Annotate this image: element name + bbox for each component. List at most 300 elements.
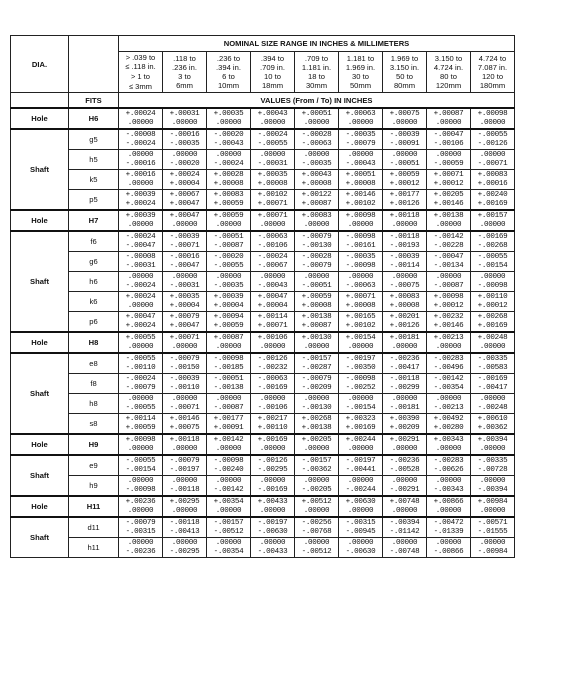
- value-to: +.00169: [477, 199, 508, 208]
- value-to: +.00059: [213, 321, 244, 330]
- value-from: -.00157: [301, 456, 332, 465]
- range-in-to: [383, 63, 426, 72]
- tolerance-value-cell: [251, 210, 295, 231]
- tolerance-value-cell: [163, 231, 207, 252]
- tolerance-value-cell: [427, 353, 471, 374]
- tolerance-value-cell: [339, 332, 383, 353]
- tolerance-value-cell: [339, 150, 383, 170]
- value-from: +.00083: [389, 292, 420, 301]
- tolerance-value-cell: [163, 455, 207, 476]
- fit-code: H7: [69, 210, 119, 231]
- tolerance-value-cell: [251, 312, 295, 333]
- value-from: +.00146: [169, 414, 200, 423]
- value-from: +.00433: [257, 497, 288, 506]
- tolerance-value-cell: [471, 108, 515, 129]
- value-from: -.00028: [301, 252, 332, 261]
- value-from: +.00114: [257, 312, 288, 321]
- tolerance-value-cell: [383, 496, 427, 517]
- range-mm-to: [339, 81, 382, 90]
- value-from: +.00492: [433, 414, 464, 423]
- size-range-9: [471, 52, 515, 93]
- tolerance-value-cell: [383, 414, 427, 435]
- value-to: -.00205: [301, 485, 332, 494]
- tolerance-value-cell: [251, 252, 295, 272]
- value-to: +.00102: [345, 199, 376, 208]
- tolerance-value-cell: [383, 190, 427, 211]
- value-from: .00000: [127, 272, 154, 281]
- value-to: +.00146: [433, 321, 464, 330]
- range-text: 18mm: [261, 81, 284, 90]
- tolerance-value-cell: [251, 434, 295, 455]
- tolerance-value-cell: [383, 374, 427, 394]
- value-from: .00000: [391, 272, 418, 281]
- range-in-from: [119, 53, 162, 63]
- value-to: -.00087: [213, 403, 244, 412]
- value-to: .00000: [215, 506, 242, 515]
- size-range-4: [251, 52, 295, 93]
- tolerance-value-cell: [383, 394, 427, 414]
- tolerance-value-cell: [383, 353, 427, 374]
- tolerance-value-cell: [163, 150, 207, 170]
- range-text: 1.969 in.: [345, 63, 376, 72]
- value-from: +.00177: [213, 414, 244, 423]
- tolerance-value-cell: [427, 292, 471, 312]
- tolerance-value-cell: [427, 414, 471, 435]
- value-to: -.00106: [257, 241, 288, 250]
- value-to: -.00866: [433, 547, 464, 556]
- value-to: -.00185: [213, 363, 244, 372]
- range-text: 6mm: [176, 81, 193, 90]
- tolerance-value-cell: [427, 150, 471, 170]
- value-to: -.00748: [389, 547, 420, 556]
- table-row: [11, 210, 515, 231]
- value-to: -.00075: [389, 281, 420, 290]
- tolerance-value-cell: [163, 129, 207, 150]
- value-to: .00000: [127, 444, 154, 453]
- value-from: +.00217: [257, 414, 288, 423]
- range-text: 1.969 to: [390, 54, 419, 63]
- value-from: +.00035: [257, 170, 288, 179]
- range-in-from: [471, 54, 514, 63]
- value-from: .00000: [391, 538, 418, 547]
- value-from: +.00205: [301, 435, 332, 444]
- value-to: .00000: [391, 444, 418, 453]
- value-from: -.00063: [257, 232, 288, 241]
- tolerance-value-cell: [207, 129, 251, 150]
- tolerance-value-cell: [163, 272, 207, 292]
- value-to: -.00512: [301, 547, 332, 556]
- value-from: -.00079: [169, 354, 200, 363]
- tolerance-value-cell: [251, 332, 295, 353]
- tolerance-value-cell: [427, 129, 471, 150]
- value-from: +.00087: [213, 333, 244, 342]
- value-to: -.00063: [301, 139, 332, 148]
- value-to: .00000: [435, 220, 462, 229]
- tolerance-value-cell: [119, 332, 163, 353]
- tolerance-value-cell: [295, 252, 339, 272]
- value-from: .00000: [479, 272, 506, 281]
- size-range-1: [119, 52, 163, 93]
- fit-code: f8: [69, 374, 119, 394]
- value-from: -.00118: [389, 232, 420, 241]
- range-comparison-glyph: >: [125, 52, 133, 62]
- tolerance-value-cell: [427, 312, 471, 333]
- tolerance-value-cell: [383, 170, 427, 190]
- tolerance-value-cell: [427, 332, 471, 353]
- value-to: .00000: [435, 444, 462, 453]
- value-from: +.00047: [125, 312, 156, 321]
- size-range-5: [295, 52, 339, 93]
- tolerance-value-cell: [295, 231, 339, 252]
- value-to: .00000: [391, 118, 418, 127]
- value-from: -.00035: [345, 130, 376, 139]
- tolerance-value-cell: [295, 455, 339, 476]
- tolerance-value-cell: [471, 190, 515, 211]
- value-from: +.00071: [433, 170, 464, 179]
- tolerance-value-cell: [339, 231, 383, 252]
- tolerance-value-cell: [471, 231, 515, 252]
- value-to: -.00024: [125, 139, 156, 148]
- range-text: .118 to: [173, 54, 196, 63]
- range-mm-to: [427, 81, 470, 90]
- value-from: -.00035: [345, 252, 376, 261]
- value-from: .00000: [127, 150, 154, 159]
- value-to: -.00583: [477, 363, 508, 372]
- range-text: 4.724 in.: [433, 63, 464, 72]
- value-to: -.00130: [301, 403, 332, 412]
- value-from: -.00256: [301, 518, 332, 527]
- tolerance-value-cell: [163, 538, 207, 558]
- range-text: .039 to: [132, 52, 156, 62]
- range-in-from: [295, 54, 338, 63]
- group-label-hole: Hole: [11, 210, 69, 231]
- range-text: 4.724 to: [478, 54, 507, 63]
- range-comparison-glyph: ≤: [125, 62, 132, 72]
- group-label-shaft: Shaft: [11, 353, 69, 434]
- tolerance-value-cell: [339, 353, 383, 374]
- tolerance-value-cell: [339, 190, 383, 211]
- value-to: .00000: [391, 506, 418, 515]
- value-to: -.01142: [389, 527, 420, 536]
- value-from: -.00039: [169, 374, 200, 383]
- value-from: +.00748: [389, 497, 420, 506]
- range-text: 30 to: [352, 72, 369, 81]
- fit-code: h5: [69, 150, 119, 170]
- value-from: .00000: [391, 150, 418, 159]
- value-from: +.00059: [389, 170, 420, 179]
- tolerance-value-cell: [207, 434, 251, 455]
- tolerance-value-cell: [207, 517, 251, 538]
- value-to: +.00008: [345, 301, 376, 310]
- value-from: .00000: [435, 476, 462, 485]
- tolerance-value-cell: [119, 210, 163, 231]
- tolerance-value-cell: [207, 252, 251, 272]
- value-from: +.00984: [477, 497, 508, 506]
- value-from: .00000: [215, 476, 242, 485]
- value-from: +.00051: [345, 170, 376, 179]
- value-to: -.00055: [213, 261, 244, 270]
- table-row: [11, 394, 515, 414]
- value-to: +.00091: [213, 423, 244, 432]
- value-from: -.00118: [169, 518, 200, 527]
- range-text: .394 to: [260, 54, 285, 63]
- group-label-hole: Hole: [11, 496, 69, 517]
- value-from: +.00071: [345, 292, 376, 301]
- value-to: .00000: [215, 444, 242, 453]
- tolerance-value-cell: [427, 455, 471, 476]
- value-from: +.00051: [301, 109, 332, 118]
- value-to: .00000: [303, 342, 330, 351]
- value-to: -.00413: [169, 527, 200, 536]
- value-from: -.00008: [125, 252, 156, 261]
- tolerance-value-cell: [427, 394, 471, 414]
- table-row: [11, 231, 515, 252]
- value-from: -.00197: [345, 354, 376, 363]
- tolerance-value-cell: [339, 252, 383, 272]
- value-from: +.00394: [477, 435, 508, 444]
- value-to: .00000: [171, 220, 198, 229]
- value-from: +.00236: [125, 497, 156, 506]
- tolerance-value-cell: [119, 231, 163, 252]
- value-to: -.00768: [301, 527, 332, 536]
- tolerance-value-cell: [163, 394, 207, 414]
- table-row: [11, 496, 515, 517]
- tolerance-value-cell: [339, 394, 383, 414]
- range-text: 6 to: [222, 72, 235, 81]
- value-from: .00000: [303, 394, 330, 403]
- tolerance-value-cell: [295, 414, 339, 435]
- tolerance-value-cell: [383, 272, 427, 292]
- value-to: -.00055: [125, 403, 156, 412]
- table-row: [11, 538, 515, 558]
- tolerance-value-cell: [383, 108, 427, 129]
- value-to: -.00047: [169, 261, 200, 270]
- value-from: +.00512: [301, 497, 332, 506]
- value-to: +.00012: [477, 301, 508, 310]
- table-row: [11, 434, 515, 455]
- value-from: +.00098: [125, 435, 156, 444]
- value-from: -.00197: [257, 518, 288, 527]
- value-to: -.00193: [389, 241, 420, 250]
- value-to: .00000: [303, 118, 330, 127]
- fit-code: s8: [69, 414, 119, 435]
- value-from: +.00110: [477, 292, 508, 301]
- value-to: .00000: [127, 118, 154, 127]
- nominal-size-title: NOMINAL SIZE RANGE IN INCHES & MILLIMETERS: [119, 36, 515, 52]
- range-text: 120 to: [481, 72, 504, 81]
- value-from: +.00079: [169, 312, 200, 321]
- value-from: +.00024: [125, 292, 156, 301]
- value-from: +.00138: [301, 312, 332, 321]
- value-to: .00000: [479, 342, 506, 351]
- value-to: -.00362: [301, 465, 332, 474]
- tolerance-fits-table: [10, 35, 515, 558]
- tolerance-value-cell: [207, 374, 251, 394]
- tolerance-value-cell: [207, 332, 251, 353]
- value-to: -.00228: [433, 241, 464, 250]
- value-from: -.00024: [257, 252, 288, 261]
- tolerance-value-cell: [339, 455, 383, 476]
- values-header: VALUES (From / To) IN INCHES: [119, 93, 515, 109]
- range-text: 10 to: [264, 72, 281, 81]
- value-to: -.00047: [125, 241, 156, 250]
- tolerance-value-cell: [339, 496, 383, 517]
- value-from: +.00295: [169, 497, 200, 506]
- value-to: .00000: [347, 220, 374, 229]
- value-from: +.00244: [345, 435, 376, 444]
- range-mm-to: [383, 81, 426, 90]
- value-to: -.00024: [213, 159, 244, 168]
- value-to: -.00098: [477, 281, 508, 290]
- size-range-7: [383, 52, 427, 93]
- tolerance-value-cell: [339, 129, 383, 150]
- range-text: .236 to: [216, 54, 241, 63]
- tolerance-value-cell: [163, 353, 207, 374]
- value-from: +.00083: [477, 170, 508, 179]
- value-to: +.00280: [433, 423, 464, 432]
- table-row: [11, 517, 515, 538]
- value-from: -.00047: [433, 252, 464, 261]
- tolerance-value-cell: [383, 231, 427, 252]
- tolerance-value-cell: [251, 394, 295, 414]
- tolerance-value-cell: [207, 312, 251, 333]
- tolerance-value-cell: [251, 129, 295, 150]
- value-to: .00000: [127, 179, 154, 188]
- tolerance-value-cell: [207, 272, 251, 292]
- table-row: [11, 374, 515, 394]
- range-text: .394 in.: [216, 63, 241, 72]
- table-row: [11, 292, 515, 312]
- tolerance-value-cell: [427, 434, 471, 455]
- fit-code: k6: [69, 292, 119, 312]
- value-from: +.00035: [169, 292, 200, 301]
- value-to: .00000: [391, 220, 418, 229]
- tolerance-value-cell: [471, 517, 515, 538]
- tolerance-value-cell: [119, 312, 163, 333]
- tolerance-value-cell: [295, 517, 339, 538]
- value-to: -.00043: [213, 139, 244, 148]
- tolerance-value-cell: [339, 434, 383, 455]
- value-from: +.00102: [257, 190, 288, 199]
- tolerance-value-cell: [471, 170, 515, 190]
- tolerance-value-cell: [119, 108, 163, 129]
- tolerance-value-cell: [251, 496, 295, 517]
- range-mm-to: [163, 81, 206, 90]
- tolerance-value-cell: [207, 455, 251, 476]
- tolerance-value-cell: [163, 517, 207, 538]
- range-in-to: [251, 63, 294, 72]
- value-to: +.00075: [169, 423, 200, 432]
- value-from: -.00157: [301, 354, 332, 363]
- range-text: 7.087 in.: [477, 63, 508, 72]
- tolerance-value-cell: [207, 170, 251, 190]
- value-to: -.00071: [169, 241, 200, 250]
- value-to: .00000: [215, 118, 242, 127]
- value-to: -.00051: [389, 159, 420, 168]
- value-from: +.00098: [433, 292, 464, 301]
- value-to: .00000: [303, 444, 330, 453]
- value-from: -.00039: [389, 252, 420, 261]
- value-from: -.00039: [389, 130, 420, 139]
- value-to: .00000: [127, 342, 154, 351]
- value-to: -.00209: [301, 383, 332, 392]
- tolerance-value-cell: [163, 170, 207, 190]
- value-from: +.00043: [301, 170, 332, 179]
- tolerance-value-cell: [471, 434, 515, 455]
- size-range-2: [163, 52, 207, 93]
- value-to: -.00343: [433, 485, 464, 494]
- value-from: -.00315: [345, 518, 376, 527]
- value-from: -.00142: [433, 232, 464, 241]
- tolerance-value-cell: [383, 434, 427, 455]
- tolerance-value-cell: [471, 414, 515, 435]
- tolerance-value-cell: [471, 476, 515, 497]
- value-from: +.00130: [301, 333, 332, 342]
- tolerance-value-cell: [119, 538, 163, 558]
- value-from: .00000: [303, 272, 330, 281]
- tolerance-value-cell: [119, 374, 163, 394]
- tolerance-value-cell: [339, 170, 383, 190]
- range-text: 80mm: [393, 81, 416, 90]
- value-to: -.00110: [125, 363, 156, 372]
- table-row: [11, 332, 515, 353]
- value-from: .00000: [435, 538, 462, 547]
- range-mm-from: [163, 72, 206, 81]
- value-to: .00000: [259, 342, 286, 351]
- value-from: +.00098: [345, 211, 376, 220]
- value-to: -.00945: [345, 527, 376, 536]
- size-range-8: [427, 52, 471, 93]
- value-from: +.00071: [169, 333, 200, 342]
- value-from: .00000: [303, 150, 330, 159]
- range-text: 1.181 to: [346, 54, 375, 63]
- range-text: 50 to: [396, 72, 413, 81]
- value-from: -.00055: [125, 456, 156, 465]
- value-from: .00000: [303, 476, 330, 485]
- value-to: -.00087: [433, 281, 464, 290]
- value-to: +.00146: [433, 199, 464, 208]
- tolerance-value-cell: [163, 414, 207, 435]
- value-to: +.00102: [345, 321, 376, 330]
- range-in-from: [163, 54, 206, 63]
- tolerance-value-cell: [251, 414, 295, 435]
- value-to: -.00528: [389, 465, 420, 474]
- value-to: -.00268: [477, 241, 508, 250]
- value-to: -.01339: [433, 527, 464, 536]
- value-to: .00000: [259, 506, 286, 515]
- value-to: -.00134: [433, 261, 464, 270]
- value-to: -.00079: [345, 139, 376, 148]
- value-from: .00000: [259, 272, 286, 281]
- value-from: .00000: [215, 538, 242, 547]
- tolerance-value-cell: [119, 496, 163, 517]
- value-to: +.00012: [433, 179, 464, 188]
- range-text: .709 to: [304, 54, 329, 63]
- value-to: +.00110: [257, 423, 288, 432]
- range-in-from: [383, 54, 426, 63]
- value-to: -.00441: [345, 465, 376, 474]
- value-from: -.00079: [169, 456, 200, 465]
- value-to: -.00055: [257, 139, 288, 148]
- value-from: +.00063: [345, 109, 376, 118]
- tolerance-value-cell: [427, 108, 471, 129]
- value-to: .00000: [347, 342, 374, 351]
- tolerance-value-cell: [163, 190, 207, 211]
- table-row: [11, 455, 515, 476]
- value-to: .00000: [171, 444, 198, 453]
- value-to: -.00059: [433, 159, 464, 168]
- tolerance-value-cell: [427, 252, 471, 272]
